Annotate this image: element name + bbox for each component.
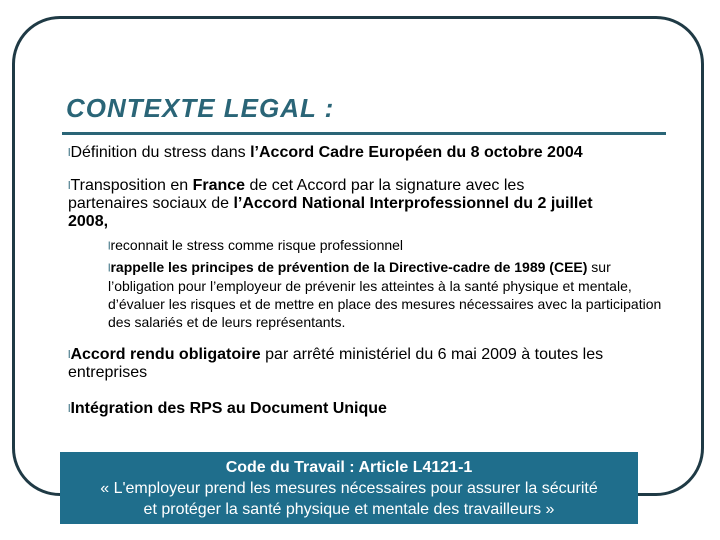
bullet-icon: l xyxy=(68,349,71,361)
bullet-item-4: lIntégration des RPS au Document Unique xyxy=(68,400,387,418)
bullet-icon: l xyxy=(108,262,111,275)
slide-title: CONTEXTE LEGAL : xyxy=(66,93,335,123)
bullet-icon: l xyxy=(68,180,71,192)
bullet-icon: l xyxy=(108,240,111,253)
title-underline xyxy=(62,132,666,135)
code-box-heading: Code du Travail : Article L4121-1 xyxy=(225,459,473,476)
sub-bullet-item-1: lreconnait le stress comme risque professionnel xyxy=(108,237,404,253)
sub-bullet-item-2: lrappelle les principes de prévention de la Directive-cadre de 1989 (CEE) sur l’obligation pour l’employeur de prévenir les atteintes à la santé physique et mentale, d’évaluer les risques et de mettre en place des mesures nécessaires avec la participation des salariés et de leurs représentants. xyxy=(108,259,662,331)
code-du-travail-box xyxy=(60,452,638,524)
slide-frame xyxy=(12,16,704,496)
code-box-quote-line-2: et protéger la santé physique et mentale des travailleurs » xyxy=(143,501,555,518)
code-box-quote-line-1: « L'employeur prend les mesures nécessaires pour assurer la sécurité xyxy=(100,480,598,497)
bullet-icon: l xyxy=(68,403,71,415)
bullet-icon: l xyxy=(68,147,71,159)
bullet-item-1: lDéfinition du stress dans l’Accord Cadre Européen du 8 octobre 2004 xyxy=(68,144,583,162)
bullet-item-3: lAccord rendu obligatoire par arrêté ministériel du 6 mai 2009 à toutes les entreprises xyxy=(68,346,604,382)
bullet-item-2: lTransposition en France de cet Accord par la signature avec les partenaires sociaux de l’Accord National Interprofessionnel du 2 juillet 2008, xyxy=(68,177,593,231)
